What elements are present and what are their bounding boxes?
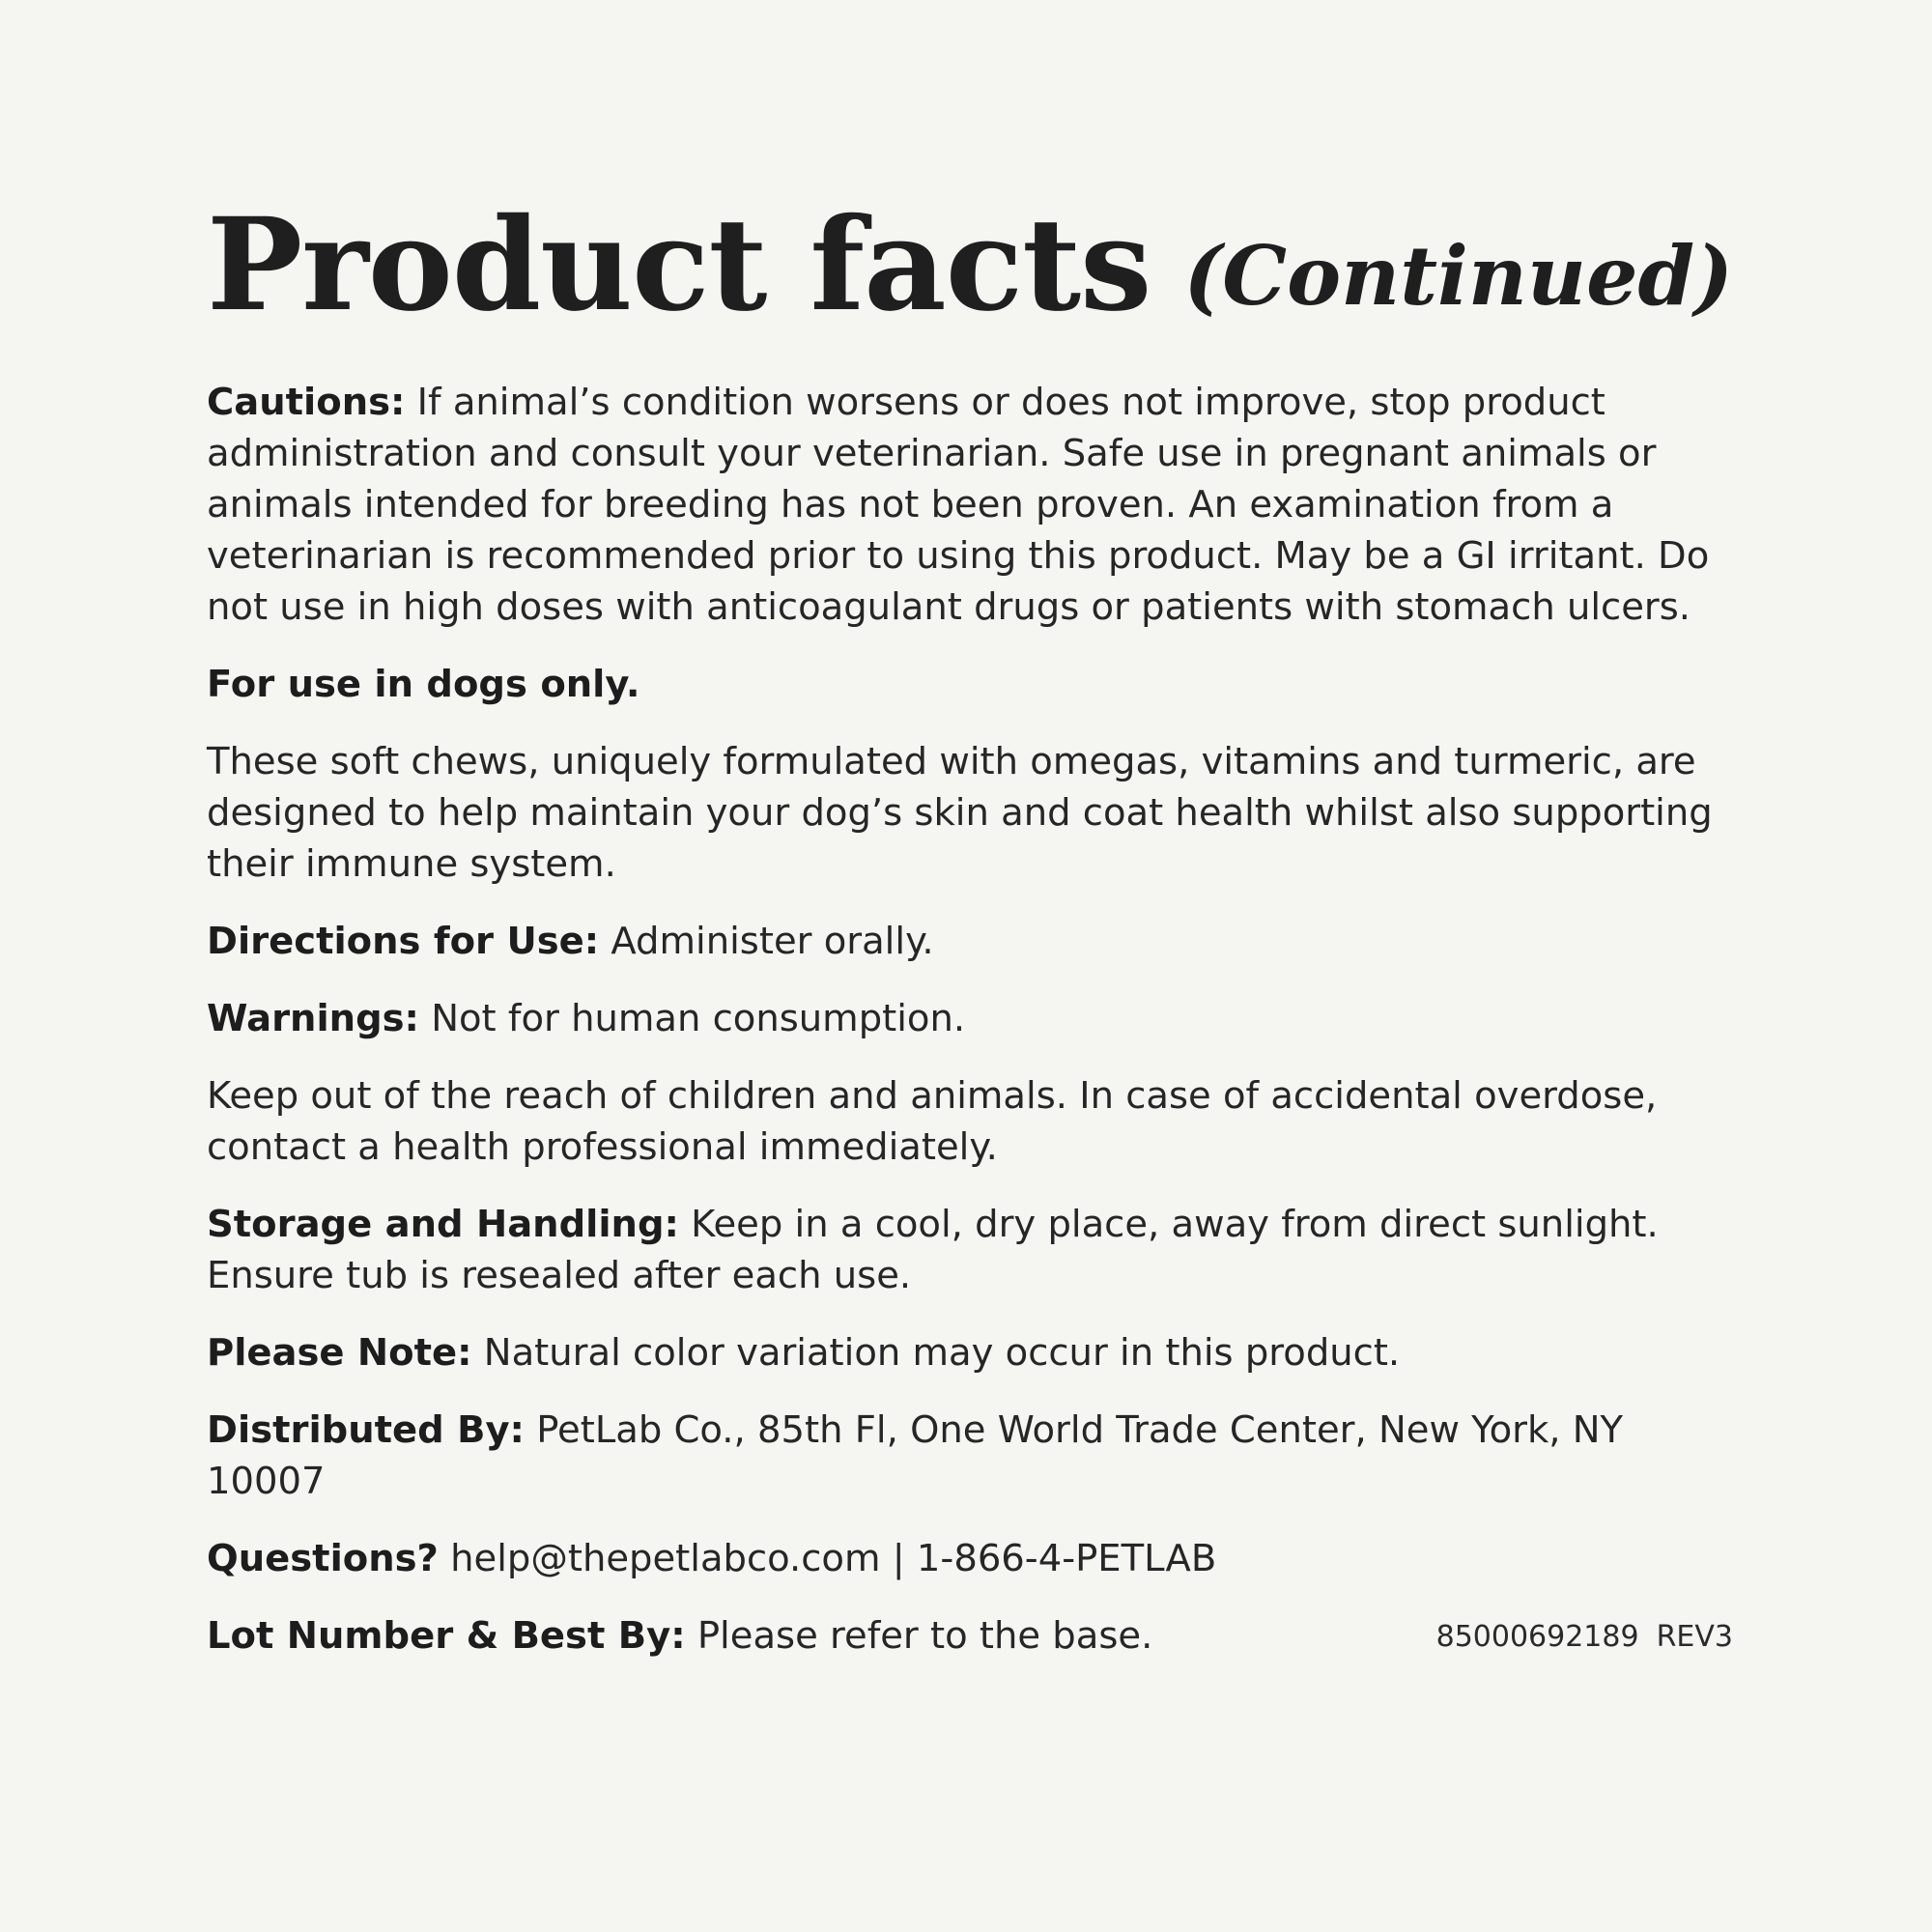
lot-text: Please refer to the base. [696,1614,1153,1658]
questions-section [207,1533,1733,1584]
distributed-text: PetLab Co., 85th Fl, One World Trade Center, New York, NY 10007 [207,1408,1624,1503]
cautions-text: If animal’s condition worsens or does not improve, stop product administration and consult your veterinarian. Safe use in pregnant animals or animals intended for breeding has not been proven. An examination from a veterinarian is recommended prior to using this product. May be a GI irritant. Do not use in high doses with anticoagulant drugs or patients with stomach ulcers. [207,381,1710,629]
product-codes [1436,1618,1733,1657]
keep-out-note: Keep out of the reach of children and animals. In case of accidental overdose, contact a health professional immediately. [207,1074,1658,1169]
product-description: These soft chews, uniquely formulated with omegas, vitamins and turmeric, are designed to help maintain your dog’s skin and coat health whilst also supporting their immune system. [207,740,1713,886]
cautions-section [207,377,1733,633]
questions-label: Questions? [207,1537,439,1580]
barcode-number: 85000692189 [1435,1620,1639,1654]
storage-label: Storage and Handling: [207,1203,679,1246]
distributed-label: Distributed By: [207,1408,525,1452]
revision-code: REV3 [1656,1620,1733,1654]
cautions-label: Cautions: [207,381,406,424]
distributed-section [207,1405,1733,1507]
warnings-section [207,993,1733,1044]
lot-row [207,1610,1733,1662]
page-title: Product facts [207,190,1151,340]
questions-text: help@thepetlabco.com | 1-866-4-PETLAB [450,1537,1217,1580]
note-text: Natural color variation may occur in this product. [483,1331,1401,1375]
dogs-only-note: For use in dogs only. [207,663,640,706]
directions-label: Directions for Use: [207,920,600,963]
warnings-label: Warnings: [207,997,419,1040]
note-label: Please Note: [207,1331,472,1375]
storage-text: Keep in a cool, dry place, away from direct sunlight. Ensure tub is resealed after each use. [207,1203,1659,1297]
storage-section [207,1199,1733,1301]
directions-section [207,916,1733,967]
header [207,190,1733,377]
page-subtitle: (Continued) [1183,228,1733,324]
directions-text: Administer orally. [611,920,934,963]
lot-label: Lot Number & Best By: [207,1614,686,1658]
warnings-text: Not for human consumption. [431,997,966,1040]
note-section [207,1327,1733,1378]
product-facts-panel [207,190,1733,1688]
